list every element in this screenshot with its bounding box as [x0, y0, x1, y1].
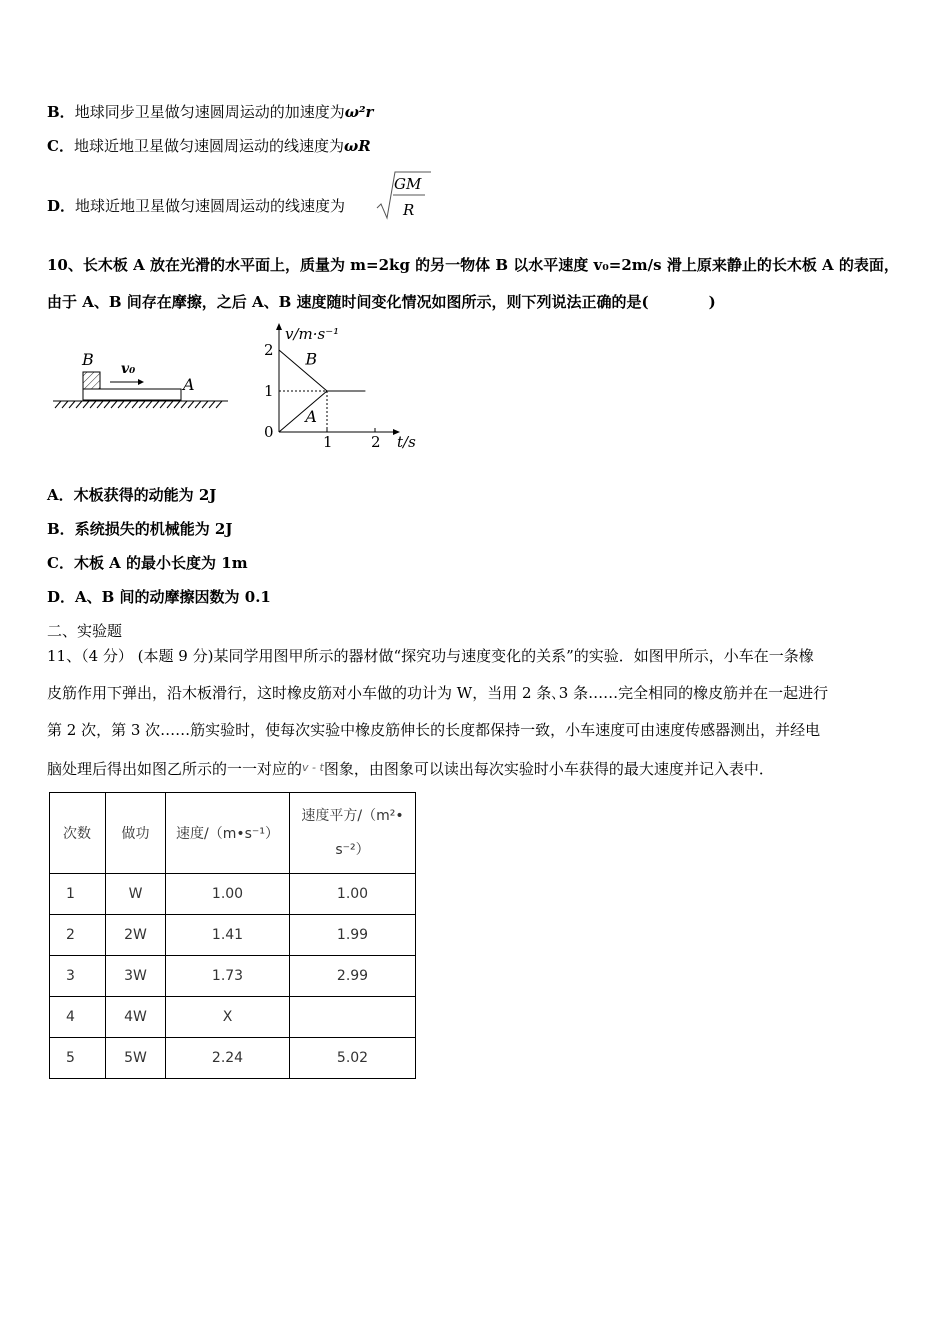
option-text: 地球近地卫星做匀速圆周运动的线速度为	[75, 197, 346, 215]
label-b: B	[82, 350, 94, 369]
option-q9-d	[47, 196, 345, 216]
sqrt-denominator: R	[403, 201, 415, 219]
formula: ωR	[343, 137, 371, 155]
y-axis-label: v/m·s⁻¹	[285, 325, 340, 343]
option-letter: D．	[47, 588, 76, 606]
table-row	[50, 997, 416, 1038]
cell-work: 3W	[106, 956, 166, 997]
section-heading: 二、实验题	[47, 622, 123, 640]
x-axis-label: t/s	[397, 433, 416, 451]
table-row	[50, 915, 416, 956]
cell-work: 2W	[106, 915, 166, 956]
label-v0: v₀	[121, 361, 136, 377]
option-q9-c	[47, 136, 371, 156]
option-letter: C．	[47, 137, 74, 155]
y-tick-label: 2	[264, 341, 274, 359]
option-q10-a	[47, 485, 216, 505]
y-tick-label: 1	[264, 382, 274, 400]
cell-speed: 2.24	[166, 1038, 290, 1079]
option-text: 地球近地卫星做匀速圆周运动的线速度为	[73, 137, 344, 155]
cell-trial: 3	[50, 956, 106, 997]
q11-line3: 第 2 次，第 3 次……筋实验时，使每次实验中橡皮筋伸长的长度都保持一致，小车速度可由速度传感器测出，并经电	[47, 721, 821, 739]
q10-line1: 10、长木板 A 放在光滑的水平面上，质量为 m=2kg 的另一物体 B 以水平速度 v₀=2m/s 滑上原来静止的长木板 A 的表面，	[47, 256, 899, 274]
sqrt-numerator: GM	[394, 175, 422, 193]
cell-trial: 5	[50, 1038, 106, 1079]
formula: ω²r	[344, 103, 374, 121]
cell-speed: 1.00	[166, 874, 290, 915]
cell-speed-squared	[290, 997, 416, 1038]
series-line-a	[279, 391, 327, 432]
option-letter: D．	[47, 197, 76, 215]
cell-trial: 2	[50, 915, 106, 956]
series-label-b: B	[305, 349, 318, 369]
board-diagram	[50, 345, 235, 415]
option-text: 木板获得的动能为 2J	[73, 486, 217, 504]
option-text: 木板 A 的最小长度为 1m	[73, 554, 248, 572]
board-a	[83, 389, 181, 400]
data-table	[49, 792, 416, 1079]
cell-speed: 1.41	[166, 915, 290, 956]
table-header-row	[50, 793, 416, 874]
cell-speed-squared: 2.99	[290, 956, 416, 997]
option-letter: B．	[47, 103, 75, 121]
sqrt-formula	[375, 168, 435, 223]
q10-line2: 由于 A、B 间存在摩擦，之后 A、B 速度随时间变化情况如图所示，则下列说法正确的是( )	[47, 293, 716, 311]
q11-line1: 11、（4 分） (本题 9 分)某同学用图甲所示的器材做“探究功与速度变化的关系”的实验．如图甲所示，小车在一条橡	[47, 647, 814, 665]
cell-work: 5W	[106, 1038, 166, 1079]
option-text: 系统损失的机械能为 2J	[74, 520, 233, 538]
cell-trial: 4	[50, 997, 106, 1038]
cell-speed: 1.73	[166, 956, 290, 997]
vt-chart	[255, 320, 430, 455]
q11-line2: 皮筋作用下弹出，沿木板滑行，这时橡皮筋对小车做的功计为 W，当用 2 条､3 条……完全相同的橡皮筋并在一起进行	[47, 684, 829, 702]
cell-speed: X	[166, 997, 290, 1038]
cell-trial: 1	[50, 874, 106, 915]
vt-symbol: v - t	[302, 761, 324, 774]
series-label-a: A	[305, 406, 317, 426]
header-speed-squared-line1: 速度平方/（m²•	[301, 808, 404, 824]
cell-work: 4W	[106, 997, 166, 1038]
cell-speed-squared: 1.00	[290, 874, 416, 915]
series-line-b	[279, 350, 365, 391]
q11-line4-a: 脑处理后得出如图乙所示的一一对应的	[47, 760, 303, 778]
y-tick-label: 0	[264, 423, 274, 441]
option-q10-d	[47, 587, 271, 607]
option-letter: C．	[47, 554, 74, 572]
table-row	[50, 956, 416, 997]
x-tick-label: 1	[323, 433, 333, 451]
cell-work: W	[106, 874, 166, 915]
q11-line4	[47, 758, 774, 779]
option-letter: B．	[47, 520, 75, 538]
option-q10-c	[47, 553, 248, 573]
option-text: 地球同步卫星做匀速圆周运动的加速度为	[74, 103, 345, 121]
header-speed-squared-line2: s⁻²）	[335, 842, 370, 858]
block-b	[83, 372, 100, 389]
header-speed-squared	[290, 793, 416, 874]
header-work: 做功	[106, 793, 166, 874]
label-a: A	[183, 375, 195, 394]
x-tick-label: 2	[371, 433, 381, 451]
header-trial: 次数	[50, 793, 106, 874]
cell-speed-squared: 5.02	[290, 1038, 416, 1079]
ground-hatch	[55, 401, 222, 408]
q11-line4-b: 图象，由图象可以读出每次实验时小车获得的最大速度并记入表中．	[323, 760, 774, 778]
option-q10-b	[47, 519, 232, 539]
table-row	[50, 874, 416, 915]
table-row	[50, 1038, 416, 1079]
option-text: A、B 间的动摩擦因数为 0.1	[75, 588, 271, 606]
cell-speed-squared: 1.99	[290, 915, 416, 956]
header-speed: 速度/（m•s⁻¹）	[166, 793, 290, 874]
option-letter: A．	[47, 486, 74, 504]
option-q9-b	[47, 102, 373, 122]
